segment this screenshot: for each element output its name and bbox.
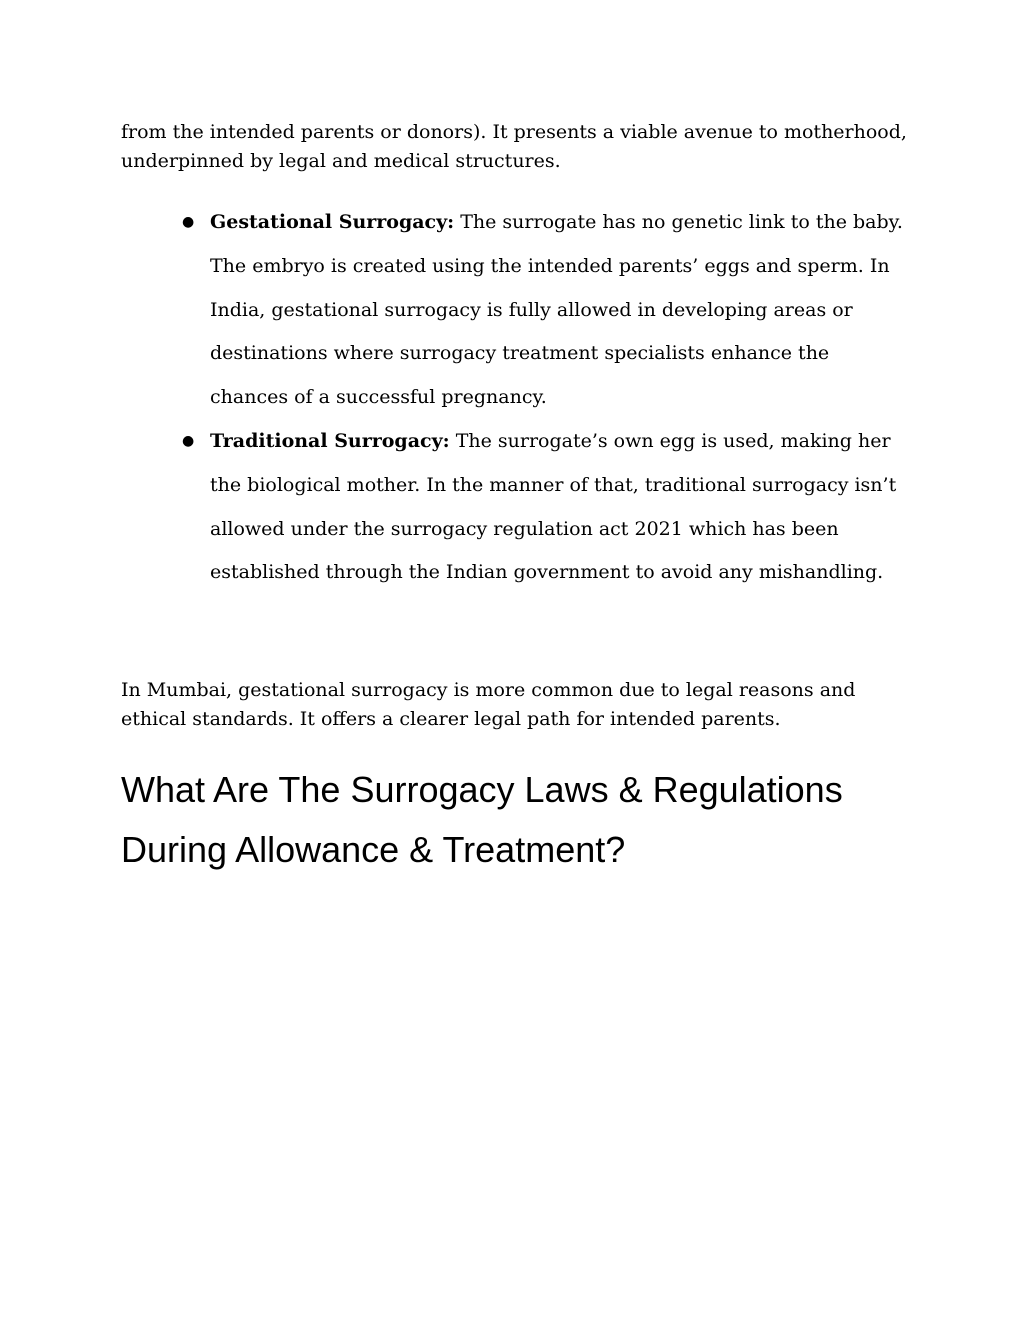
section-heading: What Are The Surrogacy Laws & Regulations During Allowance & Treatment?: [121, 769, 843, 870]
bullet-icon: ●: [182, 432, 195, 449]
gestational-description: The surrogate has no genetic link to the baby. The embryo is created using the intended parents’ eggs and sperm. In India, gestational surrogacy is fully allowed in developing areas or destinations where surrogacy treatment specialists enhance the chances of a successful pregnancy.: [210, 211, 903, 409]
surrogacy-types-list: [121, 201, 911, 595]
list-item-gestational: [121, 201, 911, 420]
mumbai-paragraph: In Mumbai, gestational surrogacy is more common due to legal reasons and ethical standards. It offers a clearer legal path for intended parents.: [121, 679, 856, 730]
gestational-term: Gestational Surrogacy:: [210, 211, 455, 233]
bullet-icon: ●: [182, 214, 195, 230]
intro-paragraph: from the intended parents or donors). It presents a viable avenue to motherhood, underpinned by legal and medical structures.: [121, 121, 907, 172]
traditional-description: The surrogate’s own egg is used, making her the biological mother. In the manner of that, traditional surrogacy isn’t allowed under the surrogacy regulation act 2021 which has been established through the Indian government to avoid any mishandling.: [210, 429, 897, 584]
list-item-traditional: [121, 420, 911, 595]
traditional-term: Traditional Surrogacy:: [210, 429, 450, 452]
